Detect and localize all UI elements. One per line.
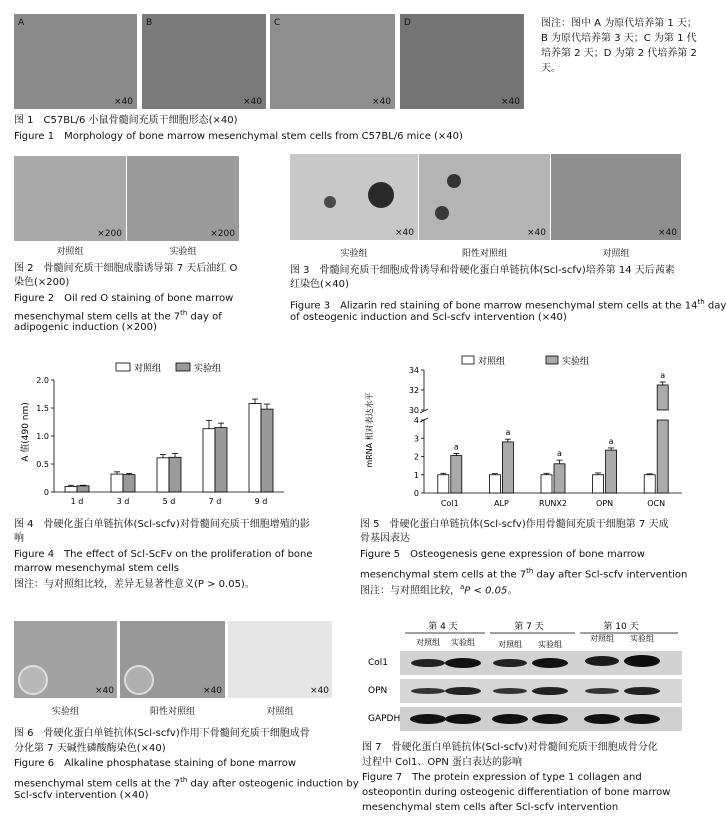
fig3-mineral-nodule-2	[324, 196, 336, 208]
fig7-band-opn-d10-experiment	[624, 687, 660, 695]
fig7-row-opn: OPN	[368, 686, 388, 696]
fig7-day7-label: 第 7 天	[514, 622, 544, 632]
fig1-panel-a-mag: ×40	[114, 97, 133, 107]
fig2-control-mag: ×200	[97, 229, 122, 239]
fig7-western-blot	[360, 618, 690, 736]
fig7-row-col1: Col1	[368, 658, 389, 668]
fig7-band-col1-d10-control	[585, 656, 619, 666]
fig1-panel-b-label: B	[146, 18, 153, 28]
fig4-xtick-label: 1 d	[70, 497, 84, 506]
fig6-label-control: 对照组	[266, 707, 294, 717]
fig4-caption-cn-2: 响	[14, 533, 24, 544]
fig4-bar	[203, 429, 215, 492]
fig5-significance-mark: a	[505, 428, 511, 438]
fig5-bar	[438, 475, 449, 493]
fig3-label-experiment: 实验组	[340, 249, 368, 259]
fig7-row-gapdh: GAPDH	[368, 714, 401, 724]
fig5-note: 图注：与对照组比较，$^a$P < 0.05。	[360, 583, 518, 597]
fig5-significance-mark: a	[608, 436, 614, 446]
fig2-label-experiment: 实验组	[169, 247, 197, 257]
fig1-caption-en: Figure 1 Morphology of bone marrow mesenchymal stem cells from C57BL/6 mice (×40)	[14, 131, 463, 142]
fig1-panel-b	[142, 14, 266, 109]
fig2-caption-en-1: Figure 2 Oil red O staining of bone marrow	[14, 293, 234, 304]
fig4-ytick-label: 2.0	[36, 376, 49, 385]
fig5-ytick-label: 0	[413, 489, 419, 498]
fig5-caption-en-2: mesenchymal stem cells at the 7th day after Scl-scfv intervention	[360, 567, 688, 581]
fig4-bar	[169, 457, 181, 492]
fig4-legend-control: 对照组	[134, 364, 162, 374]
fig7-d4-control: 对照组	[416, 638, 440, 647]
fig3-label-control: 对照组	[602, 249, 630, 259]
fig7-caption-en-3: mesenchymal stem cells after Scl-scfv intervention	[362, 802, 619, 813]
fig3-label-positive: 阳性对照组	[461, 249, 507, 259]
fig6-caption-en-1: Figure 6 Alkaline phosphatase staining of bone marrow	[14, 758, 297, 769]
fig7-band-opn-d7-control	[493, 688, 527, 694]
fig3-panel-control	[551, 154, 681, 240]
fig2-caption-en-3: adipogenic induction (×200)	[14, 322, 157, 333]
fig7-band-opn-d4-experiment	[445, 687, 481, 695]
fig3-panel-experiment	[290, 154, 418, 240]
fig4-xtick-label: 3 d	[116, 497, 130, 506]
fig5-ytick-label: 3	[413, 434, 419, 444]
fig5-bar	[489, 475, 500, 493]
fig7-band-opn-d10-control	[585, 688, 619, 694]
fig5-xtick-label: OCN	[647, 499, 666, 508]
fig5-bar	[554, 464, 565, 493]
fig7-caption-en-1: Figure 7 The protein expression of type 1 collagen and	[362, 772, 642, 783]
fig4-bar	[77, 486, 89, 492]
fig3-caption-cn-1: 图 3 骨髓间充质干细胞成骨诱导和骨硬化蛋白单链抗体(Scl-scfv)培养第 14 天后茜素	[290, 265, 675, 276]
fig4-legend-swatch-control	[116, 363, 130, 371]
fig5-ytick-label: 32	[408, 386, 419, 395]
fig6-experiment-mag: ×40	[95, 686, 114, 696]
fig2-caption-en-2: mesenchymal stem cells at the 7th day of	[14, 309, 222, 323]
fig6-caption-en-3: Scl-scfv intervention (×40)	[14, 790, 149, 801]
fig5-caption-cn-1: 图 5 骨硬化蛋白单链抗体(Scl-scfv)作用骨髓间充质干细胞第 7 天成	[360, 519, 669, 530]
fig7-band-gapdh-d7-experiment	[532, 714, 568, 724]
fig4-xtick-label: 5 d	[162, 497, 176, 506]
fig4-ytick-label: 0.5	[36, 460, 49, 469]
fig5-xtick-label: RUNX2	[539, 499, 567, 508]
fig1-panel-a	[14, 14, 137, 109]
fig6-caption-en-2: mesenchymal stem cells at the 7th day after osteogenic induction by	[14, 776, 359, 790]
fig7-band-opn-d4-control	[411, 688, 445, 694]
fig5-legend-control: 对照组	[478, 357, 506, 367]
fig3-caption-cn-2: 红染色(×40)	[290, 279, 349, 290]
fig6-panel-control	[228, 621, 332, 698]
fig3-positive-mag: ×40	[527, 228, 546, 238]
fig7-caption-cn-2: 过程中 Col1、OPN 蛋白表达的影响	[362, 757, 522, 768]
fig5-ytick-label: 1	[413, 470, 419, 480]
fig4-caption-en-1: Figure 4 The effect of Scl-ScFv on the proliferation of bone	[14, 549, 313, 560]
fig7-caption-en-2: osteopontin during osteogenic differentiation of bone marrow	[362, 787, 671, 798]
fig6-label-positive: 阳性对照组	[149, 707, 195, 717]
fig7-band-gapdh-d7-control	[492, 714, 528, 724]
fig4-ytick-label: 1.0	[36, 432, 49, 441]
fig2-caption-cn-1: 图 2 骨髓间充质干细胞成脂诱导第 7 天后油红 O	[14, 263, 238, 274]
fig1-panel-d	[400, 14, 524, 109]
fig4-legend	[116, 362, 221, 374]
fig5-ytick-label: 2	[413, 452, 419, 462]
fig7-band-col1-d10-experiment	[624, 655, 660, 667]
fig5-bar	[606, 450, 617, 493]
fig7-d7-experiment: 实验组	[538, 640, 562, 649]
fig5-ylabel: mRNA 相对表达水平	[365, 392, 374, 468]
fig5-xtick-label: OPN	[596, 499, 614, 508]
fig3-mineral-nodule-1	[368, 182, 394, 208]
fig4-ytick-label: 0	[43, 488, 49, 497]
fig3-panel-positive	[419, 154, 550, 240]
fig4-note: 图注：与对照组比较，差异无显著性意义(P > 0.05)。	[14, 579, 255, 590]
fig1-panel-c	[270, 14, 395, 109]
fig7-band-col1-d4-control	[411, 659, 445, 667]
fig7-d10-control: 对照组	[590, 634, 614, 643]
fig2-panel-experiment	[127, 156, 239, 241]
fig5-legend-swatch-control	[462, 356, 474, 364]
fig4-xtick-label: 7 d	[208, 497, 222, 506]
fig7-band-col1-d7-control	[493, 659, 527, 667]
fig7-band-col1-d4-experiment	[445, 658, 481, 668]
fig3-caption-en-1: Figure 3 Alizarin red staining of bone marrow mesenchymal stem cells at the 14th day	[290, 298, 726, 312]
fig2-panel-control	[14, 156, 126, 241]
fig7-d7-control: 对照组	[498, 640, 522, 649]
fig5-legend	[462, 355, 589, 367]
fig5-bar-upper	[657, 385, 668, 410]
fig7-band-gapdh-d4-experiment	[445, 714, 481, 724]
fig6-caption-cn-1: 图 6 骨硬化蛋白单链抗体(Scl-scfv)作用下骨髓间充质干细胞成骨	[14, 728, 310, 739]
fig5-legend-swatch-experiment	[546, 356, 558, 364]
fig3-mineral-nodule-4	[435, 206, 449, 220]
fig3-mineral-nodule-3	[447, 174, 461, 188]
fig4-legend-swatch-experiment	[176, 363, 190, 371]
fig3-control-mag: ×40	[658, 228, 677, 238]
fig6-panel-positive	[120, 621, 225, 698]
fig7-day10-label: 第 10 天	[603, 622, 639, 632]
fig6-label-experiment: 实验组	[51, 707, 79, 717]
fig6-control-mag: ×40	[310, 686, 329, 696]
fig6-panel-experiment	[14, 621, 117, 698]
fig6-caption-cn-2: 分化第 7 天碱性磷酸酶染色(×40)	[14, 743, 166, 754]
fig5-significance-mark: a	[660, 371, 666, 380]
fig5-significance-mark: a	[453, 442, 459, 452]
fig6-positive-mag: ×40	[203, 686, 222, 696]
fig5-bar	[502, 442, 513, 493]
fig2-label-control: 对照组	[56, 247, 84, 257]
fig5-chart	[360, 348, 690, 513]
fig5-xtick-label: ALP	[494, 499, 509, 508]
fig6-inset-dish-1	[18, 665, 48, 695]
fig5-bar-lower	[657, 420, 668, 493]
fig5-bar	[541, 475, 552, 493]
fig4-bar	[215, 428, 227, 492]
fig5-bar	[644, 475, 655, 493]
fig4-bar	[157, 458, 169, 492]
fig4-chart	[14, 350, 314, 510]
fig1-panel-b-mag: ×40	[243, 97, 262, 107]
fig3-experiment-mag: ×40	[395, 228, 414, 238]
fig5-ytick-label: 30	[408, 406, 419, 415]
fig4-bar	[65, 486, 77, 492]
fig5-legend-experiment: 实验组	[562, 357, 590, 367]
fig6-inset-dish-2	[124, 665, 154, 695]
fig4-ytick-label: 1.5	[36, 404, 49, 413]
fig5-ytick-label: 34	[408, 366, 419, 375]
fig1-panel-a-label: A	[18, 18, 25, 28]
fig5-bar	[593, 475, 604, 493]
fig5-bar	[451, 456, 462, 493]
fig4-bar	[123, 475, 135, 492]
fig4-bar	[111, 474, 123, 492]
fig4-xtick-label: 9 d	[254, 497, 268, 506]
fig1-caption-cn: 图 1 C57BL/6 小鼠骨髓间充质干细胞形态(×40)	[14, 115, 238, 126]
fig7-caption-cn-1: 图 7 骨硬化蛋白单链抗体(Scl-scfv)对骨髓间充质干细胞成骨分化	[362, 742, 658, 753]
fig7-band-gapdh-d4-control	[410, 714, 446, 724]
fig7-band-col1-d7-experiment	[532, 658, 568, 668]
fig1-panel-c-mag: ×40	[372, 97, 391, 107]
fig2-experiment-mag: ×200	[210, 229, 235, 239]
fig7-day4-label: 第 4 天	[428, 622, 458, 632]
fig4-caption-cn-1: 图 4 骨硬化蛋白单链抗体(Scl-scfv)对骨髓间充质干细胞增殖的影	[14, 519, 310, 530]
fig7-band-opn-d7-experiment	[532, 687, 568, 695]
fig4-bar	[261, 409, 273, 492]
fig5-caption-cn-2: 骨基因表达	[360, 533, 410, 544]
fig4-caption-en-2: marrow mesenchymal stem cells	[14, 563, 179, 574]
fig1-note: 图注：图中 A 为原代培养第 1 天；B 为原代培养第 3 天；C 为第 1 代培养第 2 天；D 为第 2 代培养第 2 天。	[541, 18, 697, 74]
fig1-panel-d-label: D	[404, 18, 411, 28]
fig5-caption-en-1: Figure 5 Osteogenesis gene expression of bone marrow	[360, 549, 645, 560]
fig2-caption-cn-2: 染色(×200)	[14, 277, 70, 288]
fig7-band-gapdh-d10-experiment	[624, 714, 660, 724]
fig1-panel-c-label: C	[274, 18, 281, 28]
fig7-band-gapdh-d10-control	[584, 714, 620, 724]
fig4-bar	[249, 404, 261, 492]
fig3-caption-en-2: of osteogenic induction and Scl-scfv intervention (×40)	[290, 312, 567, 323]
fig7-d10-experiment: 实验组	[630, 634, 654, 643]
fig4-legend-experiment: 实验组	[194, 364, 222, 374]
fig1-panel-d-mag: ×40	[501, 97, 520, 107]
fig5-xtick-label: Col1	[440, 499, 459, 508]
fig5-ytick-label: 4	[413, 416, 419, 425]
fig5-significance-mark: a	[557, 449, 562, 459]
fig7-d4-experiment: 实验组	[451, 638, 475, 647]
fig4-ylabel: A 值(490 nm)	[21, 402, 31, 462]
